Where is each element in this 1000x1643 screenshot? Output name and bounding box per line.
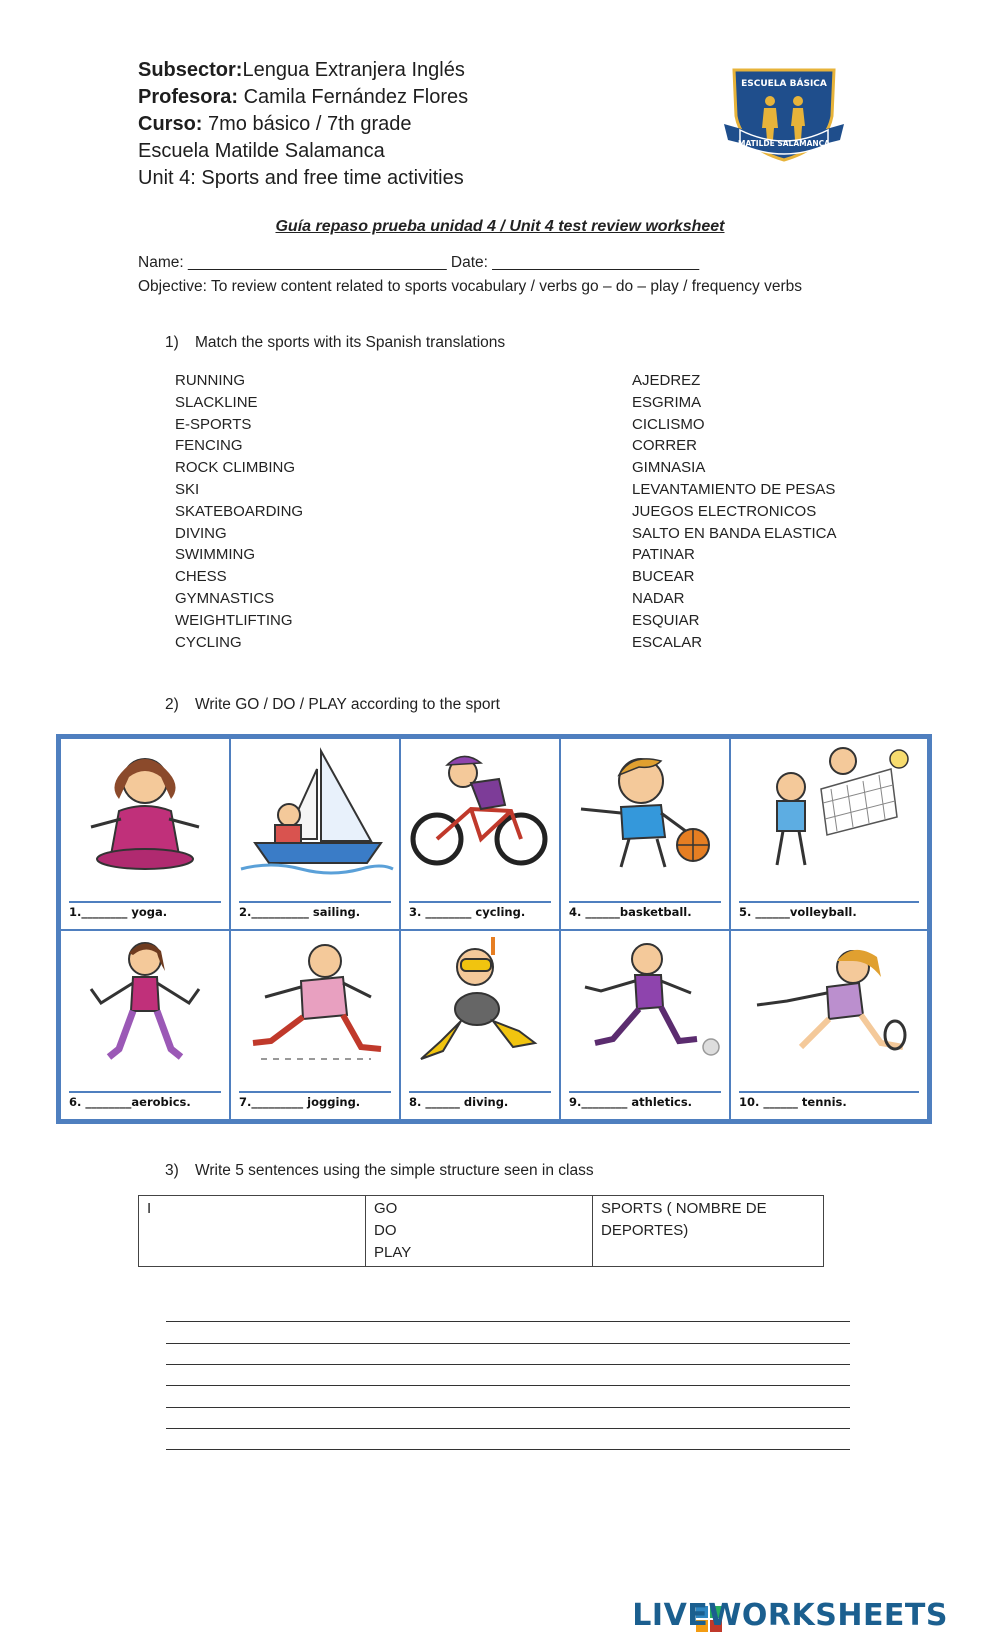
spanish-translation-item[interactable]: BUCEAR: [632, 568, 695, 586]
english-sport-item[interactable]: SKI: [175, 480, 200, 498]
school-name: Escuela Matilde Salamanca: [138, 140, 385, 162]
svg-text:ESCUELA BÁSICA: ESCUELA BÁSICA: [741, 79, 827, 89]
writing-line[interactable]: [166, 1407, 850, 1408]
english-sport-item[interactable]: SWIMMING: [175, 546, 255, 564]
sport-caption: 6. ________aerobics.: [69, 1091, 221, 1119]
tennis-player-cartoon-icon: [731, 931, 927, 1071]
sports-cell: SPORTS ( NOMBRE DE DEPORTES): [593, 1196, 824, 1267]
verbs-cell: [366, 1196, 593, 1267]
sport-cell: [229, 737, 401, 931]
volleyball-players-cartoon-icon: [731, 739, 927, 879]
question-3-heading: [165, 1162, 594, 1180]
writing-line[interactable]: [166, 1343, 850, 1344]
sport-caption: 10. ______ tennis.: [739, 1091, 919, 1119]
writing-line[interactable]: [166, 1364, 850, 1365]
spanish-translation-item[interactable]: AJEDREZ: [632, 372, 701, 389]
answer-blank[interactable]: ______: [755, 905, 790, 919]
english-sport-item[interactable]: FENCING: [175, 437, 243, 455]
jogger-cartoon-icon: [231, 931, 399, 1071]
verb-play: PLAY: [374, 1244, 412, 1261]
sport-cell: [399, 929, 561, 1121]
sport-caption: 8. ______ diving.: [409, 1091, 551, 1119]
english-sport-item[interactable]: RUNNING: [175, 372, 245, 389]
question-3-number: 3): [165, 1162, 179, 1179]
structure-table: [138, 1195, 824, 1267]
english-sport-item[interactable]: E-SPORTS: [175, 415, 252, 433]
sport-cell: [729, 737, 929, 931]
spanish-translation-item[interactable]: ESCALAR: [632, 633, 703, 651]
spanish-translation-item[interactable]: SALTO EN BANDA ELASTICA: [632, 524, 837, 542]
spanish-translation-item[interactable]: ESQUIAR: [632, 611, 700, 629]
spanish-translation-item[interactable]: JUEGOS ELECTRONICOS: [632, 502, 817, 520]
sport-cell: [559, 929, 731, 1121]
english-sports-list: [175, 370, 303, 653]
verb-go: GO: [374, 1200, 398, 1217]
spanish-translation-item[interactable]: LEVANTAMIENTO DE PESAS: [632, 480, 836, 498]
answer-blank[interactable]: __________: [251, 905, 309, 919]
teacher-value: Camila Fernández Flores: [238, 86, 469, 108]
sport-cell: [399, 737, 561, 931]
spanish-translations-list: [632, 370, 837, 653]
sport-caption: 5. ______volleyball.: [739, 901, 919, 929]
english-sport-item[interactable]: SKATEBOARDING: [175, 502, 304, 520]
teacher-line: [138, 83, 468, 111]
question-2-number: 2): [165, 696, 179, 713]
aerobics-cartoon-icon: [61, 931, 229, 1071]
sport-caption: 7._________ jogging.: [239, 1091, 391, 1119]
subsector-label: Subsector:: [138, 59, 243, 81]
sport-caption: 2.__________ sailing.: [239, 901, 391, 929]
course-value: 7mo básico / 7th grade: [202, 113, 412, 135]
spanish-translation-item[interactable]: GIMNASIA: [632, 459, 706, 477]
question-1-number: 1): [165, 334, 179, 351]
question-2-text: Write GO / DO / PLAY according to the sport: [195, 696, 500, 713]
english-sport-item[interactable]: CYCLING: [175, 633, 242, 651]
english-sport-item[interactable]: WEIGHTLIFTING: [175, 611, 293, 629]
answer-blank[interactable]: ________: [581, 1095, 628, 1109]
sport-cell: [59, 929, 231, 1121]
subsector-value: Lengua Extranjera Inglés: [242, 59, 465, 81]
sailboat-cartoon-icon: [231, 739, 399, 879]
english-sport-item[interactable]: SLACKLINE: [175, 393, 258, 411]
english-sport-item[interactable]: CHESS: [175, 568, 227, 586]
spanish-translation-item[interactable]: ESGRIMA: [632, 393, 702, 411]
english-sport-item[interactable]: DIVING: [175, 524, 227, 542]
writing-line[interactable]: [166, 1449, 850, 1450]
diver-cartoon-icon: [401, 931, 559, 1071]
teacher-label: Profesora:: [138, 86, 239, 108]
question-2-heading: [165, 696, 500, 714]
worksheet-title: Guía repaso prueba unidad 4 / Unit 4 test review worksheet: [275, 218, 725, 235]
sport-cell: [559, 737, 731, 931]
answer-blank[interactable]: _________: [251, 1095, 304, 1109]
svg-text:MATILDE SALAMANCA: MATILDE SALAMANCA: [738, 139, 830, 148]
answer-blank[interactable]: ______: [585, 905, 620, 919]
name-date-line: Name: ______________________________ Date: ________________________: [138, 254, 700, 271]
sport-cell: [729, 929, 929, 1121]
subsector-line: [138, 56, 465, 84]
answer-blank[interactable]: ________: [81, 905, 128, 919]
sport-caption: 9.________ athletics.: [569, 1091, 721, 1119]
question-3-text: Write 5 sentences using the simple structure seen in class: [195, 1162, 594, 1179]
spanish-translation-item[interactable]: CICLISMO: [632, 415, 705, 433]
english-sport-item[interactable]: ROCK CLIMBING: [175, 459, 296, 477]
spanish-translation-item[interactable]: NADAR: [632, 589, 685, 607]
runner-cartoon-icon: [561, 931, 729, 1071]
sport-caption: 4. ______basketball.: [569, 901, 721, 929]
unit-title: Unit 4: Sports and free time activities: [138, 167, 464, 189]
answer-blank[interactable]: ________: [425, 905, 472, 919]
verb-do: DO: [374, 1222, 397, 1239]
sport-cell: [59, 737, 231, 931]
answer-blank[interactable]: ______: [425, 1095, 460, 1109]
writing-line[interactable]: [166, 1385, 850, 1386]
school-logo: [722, 56, 846, 166]
answer-blank[interactable]: ________: [85, 1095, 132, 1109]
school-crest-icon: [722, 56, 846, 166]
sport-caption: 3. ________ cycling.: [409, 901, 551, 929]
spanish-translation-item[interactable]: CORRER: [632, 437, 698, 455]
course-line: [138, 110, 411, 138]
question-1-text: Match the sports with its Spanish translations: [195, 334, 506, 351]
course-label: Curso:: [138, 113, 203, 135]
writing-line[interactable]: [166, 1321, 850, 1322]
english-sport-item[interactable]: GYMNASTICS: [175, 589, 275, 607]
spanish-translation-item[interactable]: PATINAR: [632, 546, 695, 564]
sports-picture-grid: [56, 734, 932, 1124]
sport-cell: [229, 929, 401, 1121]
objective-text: Objective: To review content related to sports vocabulary / verbs go – do – play / frequency verbs: [138, 278, 802, 295]
basketball-player-cartoon-icon: [561, 739, 729, 879]
liveworksheets-brand: LIVEWORKSHEETS: [632, 1598, 948, 1633]
subject-cell: I: [139, 1196, 366, 1267]
answer-blank[interactable]: ______: [763, 1095, 798, 1109]
question-1-heading: [165, 334, 505, 352]
cyclist-cartoon-icon: [401, 739, 559, 879]
writing-line[interactable]: [166, 1428, 850, 1429]
yoga-cartoon-icon: [61, 739, 229, 879]
sport-caption: 1.________ yoga.: [69, 901, 221, 929]
